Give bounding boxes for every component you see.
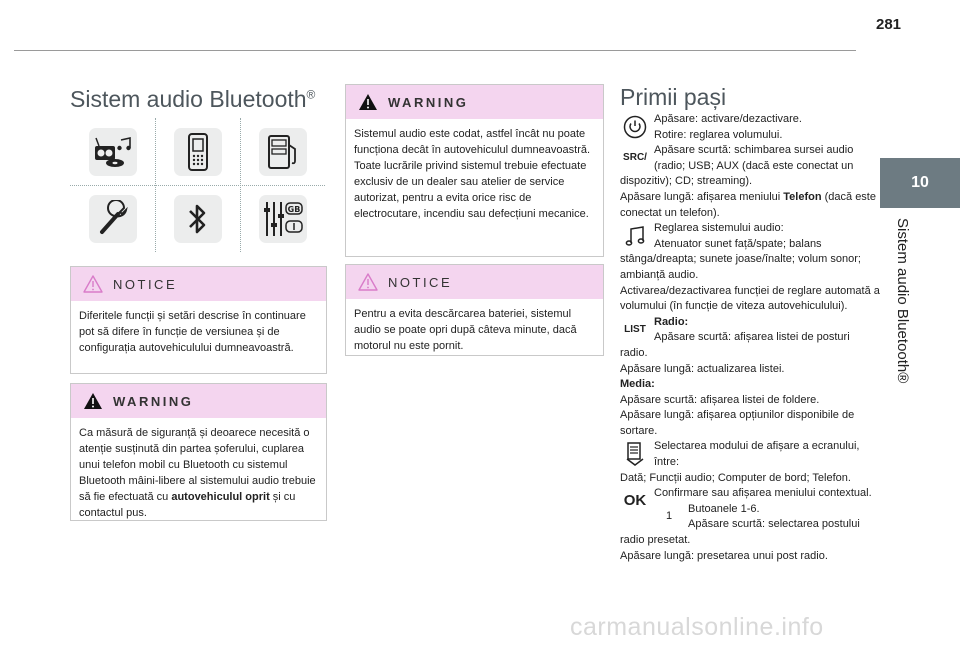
media-label: Media: [620, 378, 655, 391]
notice-text: Diferitele funcții și setări descrise în continuare pot să difere în funcție de versiunea și de configurația autovehiculului dumneavoastră. [79, 310, 306, 354]
svg-text:GB: GB [287, 204, 300, 214]
media-short-text: Apăsare scurtă: afișarea listei de foldere. [620, 393, 820, 406]
controls-description [620, 112, 880, 564]
settings-language-icon [259, 195, 307, 243]
chapter-tab[interactable]: 10 [880, 158, 960, 208]
audio-player-icon [89, 128, 137, 176]
sound-settings-title: Reglarea sistemului audio: [654, 222, 784, 235]
src-long-text: Apăsare lungă: afișarea meniului Telefon (dacă este conectat un telefon). [620, 190, 876, 219]
warning-box-middle [345, 84, 604, 257]
radio-short-text: Apăsare scurtă: afișarea listei de posturi radio. [620, 331, 850, 359]
header-divider [14, 50, 856, 51]
media-long-text: Apăsare lungă: afișarea opțiunilor disponibile de sortare. [620, 409, 855, 437]
preset-button-icon: 1 [665, 510, 673, 523]
power-press-text: Apăsare: activare/dezactivare. [654, 113, 802, 125]
warning-box-left [70, 383, 327, 521]
page-number: 281 [876, 16, 902, 33]
mobile-phone-icon [174, 128, 222, 176]
notice-box-middle [345, 264, 604, 356]
ok-button-icon: OK [623, 492, 647, 510]
warning-text: Sistemul audio este codat, astfel încât nu poate funcționa decât în autovehiculul dumneavoastră. Toate lucrările privind sistemul trebuie efectuate exclusiv de un dealer sau atelier de service autorizat, pentru a evita orice risc de electrocutare, incendiu sau defecțiuni mecanice. [354, 128, 591, 220]
radio-label: Radio: [654, 315, 689, 328]
list-button-icon: LIST [624, 323, 646, 335]
warning-text: Ca măsură de siguranță și deoarece necesită o atenție susținută din partea șoferului, cuplarea unui telefon mobil cu Bluetooth cu sistemul Bluetooth mâini-libere al sistemului audio trebuie să fie efectuată cu autovehiculul oprit și cu contactul pus. [79, 427, 316, 519]
warning-triangle-icon [83, 392, 103, 410]
getting-started-title: Primii pași [620, 84, 727, 110]
watermark: carmanualsonline.info [570, 613, 824, 641]
music-note-icon [620, 221, 650, 251]
fuel-station-icon [259, 128, 307, 176]
feature-icon-grid [70, 118, 325, 252]
radio-long-text: Apăsare lungă: actualizarea listei. [620, 362, 785, 375]
chapter-title-vertical: Sistem audio Bluetooth® [894, 218, 911, 384]
preset-short-text: Apăsare scurtă: selectarea postului radio presetat. [620, 518, 860, 547]
warning-label: WARNING [113, 393, 194, 409]
warning-triangle-icon [358, 93, 378, 111]
notice-text: Pentru a evita descărcarea bateriei, sistemul audio se poate opri după câteva minute, dacă motorul nu este pornit. [354, 308, 577, 352]
ok-text: Confirmare sau afișarea meniului contextual. [654, 487, 872, 500]
bluetooth-icon [174, 195, 222, 243]
warning-label: WARNING [388, 94, 469, 110]
section-title: Sistem audio Bluetooth® [70, 86, 316, 112]
wrench-icon [89, 195, 137, 243]
sound-settings-options: Atenuator sunet față/spate; balans stânga/dreapta; sunete joase/înalte; volum sonor; ambianță audio. [620, 237, 861, 281]
notice-label: NOTICE [388, 274, 453, 290]
notice-triangle-icon [358, 273, 378, 291]
src-short-text: Apăsare scurtă: schimbarea sursei audio (radio; USB; AUX (dacă este conectat un dispozitiv); CD; streaming). [620, 144, 854, 188]
notice-label: NOTICE [113, 276, 178, 292]
notice-triangle-icon [83, 275, 103, 293]
display-mode-text: Selectarea modului de afișare a ecranului, între: [654, 440, 860, 469]
power-rotate-text: Rotire: reglarea volumului. [654, 128, 783, 141]
notice-box-left [70, 266, 327, 374]
power-button-icon [620, 112, 650, 142]
display-mode-icon [620, 439, 650, 469]
auto-volume-text: Activarea/dezactivarea funcției de reglare automată a volumului (în funcție de viteza autovehiculului). [620, 284, 880, 313]
src-button-icon: SRC / [623, 152, 647, 164]
preset-long-text: Apăsare lungă: presetarea unui post radio. [620, 549, 828, 562]
preset-buttons-text: Butoanele 1-6. [688, 502, 760, 515]
display-mode-options: Dată; Funcții audio; Computer de bord; Telefon. [620, 471, 851, 484]
